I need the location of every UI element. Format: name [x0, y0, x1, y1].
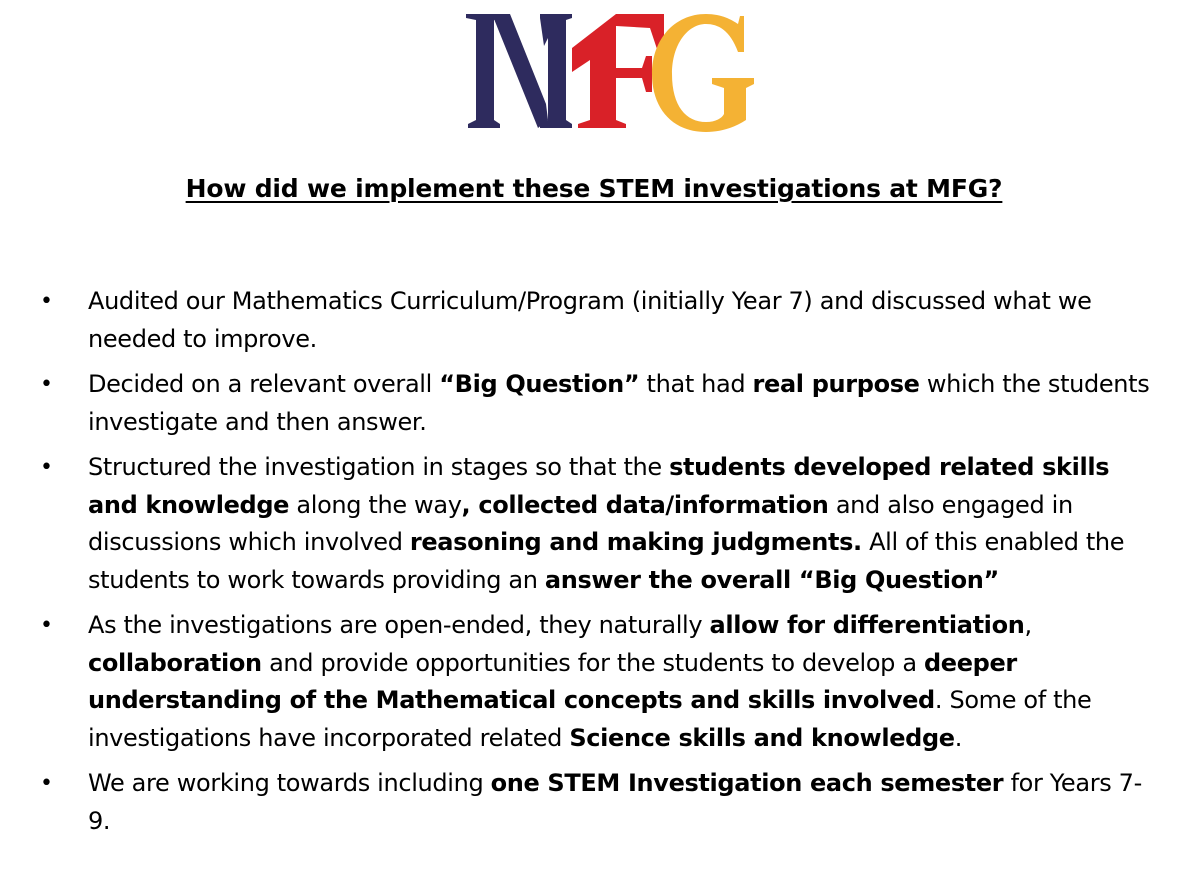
bullet-text [88, 287, 1092, 353]
bold-text-run: one STEM Investigation each semester [490, 769, 1004, 797]
text-run: Audited our Mathematics Curriculum/Program (initially Year 7) and discussed what we needed to improve. [88, 287, 1092, 353]
bold-text-run: collaboration [88, 648, 262, 677]
bullet-text [88, 611, 1091, 752]
bullet-item [40, 449, 1150, 599]
bold-text-run: allow for differentiation [709, 611, 1025, 639]
text-run: . [954, 723, 963, 752]
bullet-list [40, 283, 1150, 848]
text-run: that had [639, 370, 753, 398]
bullet-item [40, 607, 1150, 757]
bullet-icon: • [40, 771, 53, 796]
bullet-item [40, 765, 1150, 840]
bold-text-run: Science skills and knowledge [569, 723, 955, 752]
text-run: , [1024, 611, 1032, 639]
bullet-text [88, 370, 1149, 436]
bullet-icon: • [40, 455, 53, 480]
bullet-text [88, 453, 1124, 594]
logo-letter-m [466, 14, 572, 128]
bullet-icon: • [40, 289, 53, 314]
bold-text-run: reasoning and making judgments. [409, 528, 862, 556]
bold-text-run: deeper understanding of the Mathematical concepts and skills involved [88, 648, 1017, 714]
bullet-icon: • [40, 613, 53, 638]
bullet-item [40, 283, 1150, 358]
text-run: which the students investigate and then answer. [88, 370, 1150, 436]
text-run: We are working towards including [88, 769, 491, 797]
text-run: for Years 7-9. [88, 769, 1142, 835]
bullet-item [40, 366, 1150, 441]
mfg-logo-graphic [466, 8, 756, 133]
bold-text-run: students developed related skills and knowledge [88, 453, 1110, 519]
page-title: How did we implement these STEM investigations at MFG? [185, 174, 1003, 203]
text-run: and also engaged in discussions which involved [88, 490, 1073, 556]
bold-text-run: , collected data/information [461, 490, 829, 519]
text-run: and provide opportunities for the students to develop a [261, 648, 924, 677]
bold-text-run: “Big Question” [439, 370, 640, 398]
text-run: . Some of the investigations have incorporated related [88, 686, 1092, 752]
bullet-text [88, 769, 1142, 835]
logo-letter-f [572, 14, 664, 128]
logo-letter-g [652, 14, 754, 132]
bold-text-run: answer the overall “Big Question” [544, 565, 999, 594]
text-run: Structured the investigation in stages so that the [88, 453, 670, 481]
text-run: Decided on a relevant overall [88, 370, 440, 398]
bold-text-run: real purpose [752, 370, 920, 398]
text-run: As the investigations are open-ended, they naturally [88, 611, 710, 639]
bullet-icon: • [40, 372, 53, 397]
text-run: along the way [289, 490, 462, 519]
mfg-logo [466, 8, 756, 133]
text-run: All of this enabled the students to work towards providing an [88, 528, 1125, 594]
